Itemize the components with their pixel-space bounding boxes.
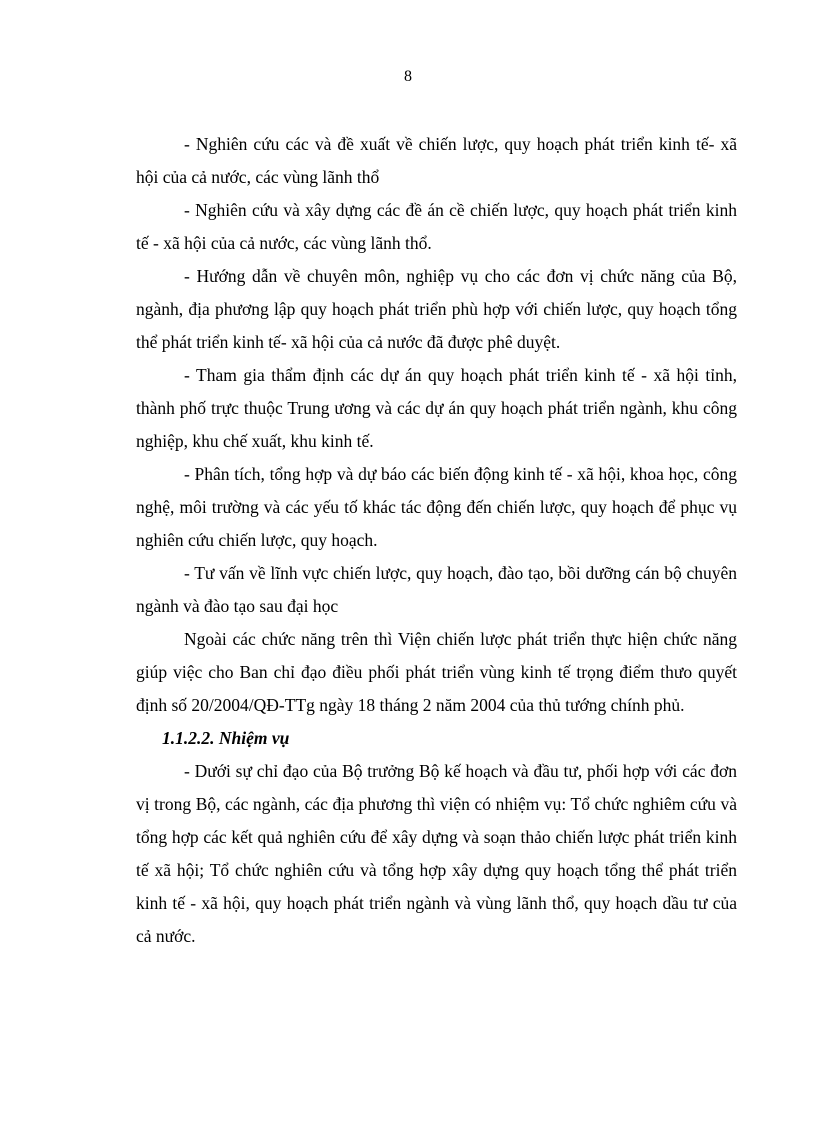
paragraph-research-projects: - Nghiên cứu và xây dựng các đề án cề chiến lược, quy hoạch phát triển kinh tế - xã hội của cả nước, các vùng lãnh thổ. bbox=[136, 200, 737, 253]
page-number: 8 bbox=[404, 68, 412, 85]
paragraph-analysis-forecast: - Phân tích, tổng hợp và dự báo các biến động kinh tế - xã hội, khoa học, công nghệ, môi trường và các yếu tố khác tác động đến chiến lược, quy hoạch để phục vụ nghiên cứu chiến lược, quy hoạch. bbox=[136, 464, 737, 550]
paragraph-duties: - Dưới sự chỉ đạo của Bộ trưởng Bộ kế hoạch và đầu tư, phối hợp với các đơn vị trong Bộ, các ngành, các địa phương thì viện có nhiệm vụ: Tổ chức nghiêm cứu và tổng hợp các kết quả nghiên cứu để xây dựng và soạn thảo chiến lược phát triển kinh tế xã hội; Tổ chức nghiên cứu và tổng hợp xây dựng quy hoạch tổng thể phát triển kinh tế - xã hội, quy hoạch phát triển ngành và vùng lãnh thổ, quy hoạch dầu tư của cả nước. bbox=[136, 761, 737, 946]
paragraph-professional-guidance: - Hướng dẫn về chuyên môn, nghiệp vụ cho các đơn vị chức năng của Bộ, ngành, địa phương lập quy hoạch phát triển phù hợp với chiến lược, quy hoạch tổng thể phát triển kinh tế- xã hội của cả nước đã được phê duyệt. bbox=[136, 266, 737, 352]
paragraph-research-proposal: - Nghiên cứu các và đề xuất về chiến lược, quy hoạch phát triển kinh tế- xã hội của cả nước, các vùng lãnh thổ bbox=[136, 134, 737, 187]
paragraph-project-appraisal: - Tham gia thẩm định các dự án quy hoạch phát triển kinh tế - xã hội tỉnh, thành phố trực thuộc Trung ương và các dự án quy hoạch phát triển ngành, khu công nghiệp, khu chế xuất, khu kinh tế. bbox=[136, 365, 737, 451]
paragraph-consulting-training: - Tư vấn về lĩnh vực chiến lược, quy hoạch, đào tạo, bồi dưỡng cán bộ chuyên ngành và đào tạo sau đại học bbox=[136, 563, 737, 616]
paragraph-additional-functions: Ngoài các chức năng trên thì Viện chiến lược phát triển thực hiện chức năng giúp việc cho Ban chỉ đạo điều phối phát triển vùng kinh tế trọng điểm thưo quyết định số 20/2004/QĐ-TTg ngày 18 tháng 2 năm 2004 của thủ tướng chính phủ. bbox=[136, 629, 737, 715]
section-heading: 1.1.2.2. Nhiệm vụ bbox=[162, 728, 290, 748]
document-body bbox=[136, 128, 737, 953]
